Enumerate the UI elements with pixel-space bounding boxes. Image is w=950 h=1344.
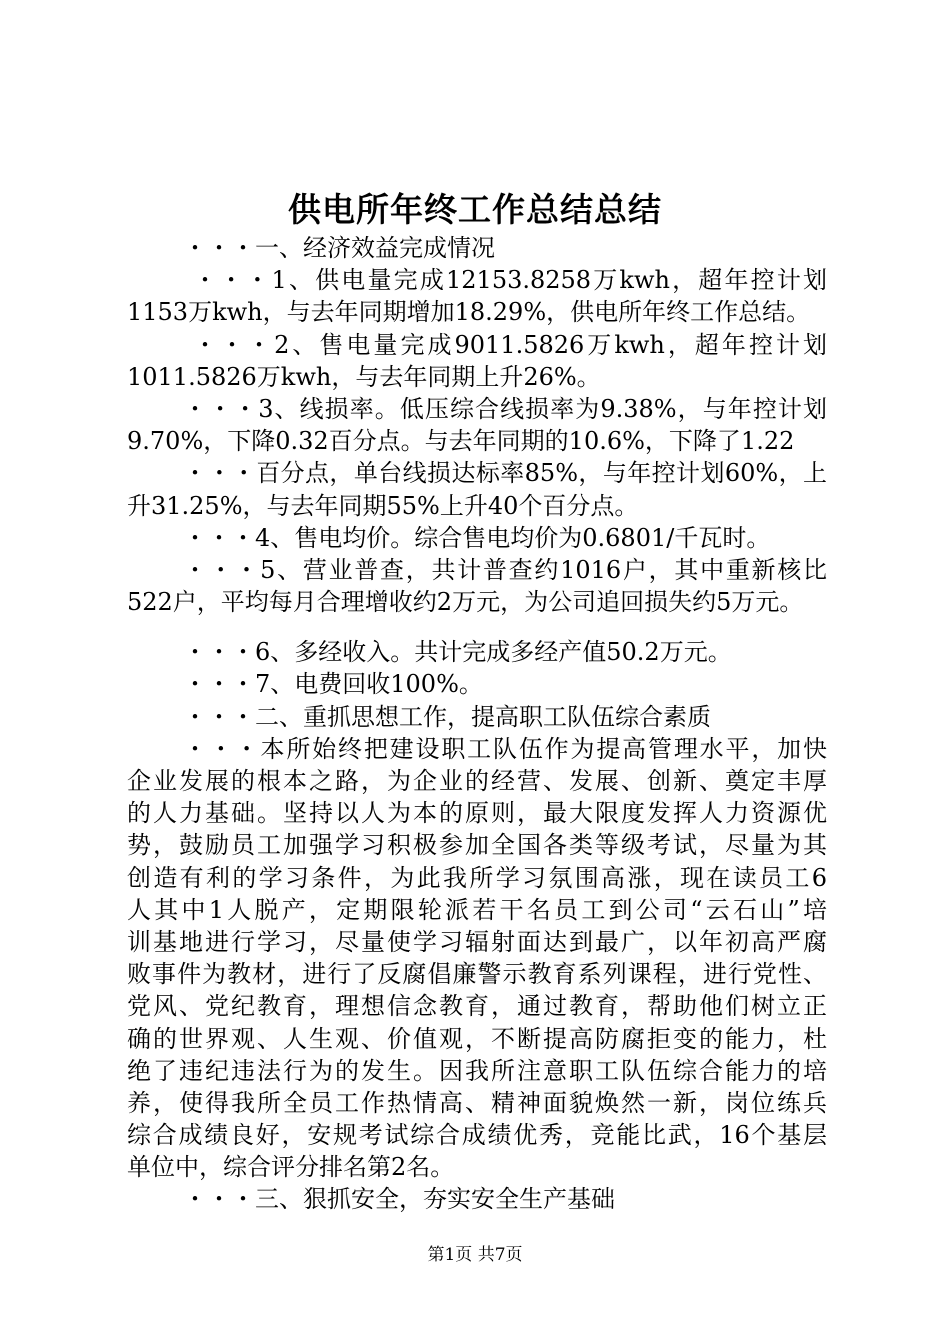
page-footer: 第1页 共7页 [427, 1245, 523, 1265]
paragraph-line: 训基地进行学习，尽量使学习辐射面达到最广，以年初高严腐 [127, 927, 827, 956]
paragraph-line: 党风、党纪教育，理想信念教育，通过教育，帮助他们树立正 [127, 992, 827, 1021]
document-body [127, 232, 827, 1216]
section-heading-2: ・・・二、重抓思想工作，提高职工队伍综合素质 [183, 702, 711, 731]
paragraph-line: 企业发展的根本之路，为企业的经营、发展、创新、奠定丰厚 [127, 767, 827, 795]
paragraph-line: 9.70%，下降0.32百分点。与去年同期的10.6%，下降了1.22 [127, 427, 795, 456]
paragraph-line: 综合成绩良好，安规考试综合成绩优秀，竞能比武，16个基层 [127, 1121, 827, 1150]
paragraph-line: 522户，平均每月合理增收约2万元，为公司追回损失约5万元。 [127, 588, 804, 617]
section-heading-3: ・・・三、狠抓安全，夯实安全生产基础 [183, 1185, 615, 1214]
paragraph-line: ・・・1、供电量完成12153.8258万kwh，超年控计划 [193, 266, 827, 295]
section-heading-1: ・・・一、经济效益完成情况 [183, 234, 495, 262]
paragraph-line: 养，使得我所全员工作热情高、精神面貌焕然一新，岗位练兵 [127, 1088, 827, 1117]
paragraph-line: ・・・5、营业普查，共计普查约1016户，其中重新核比 [183, 555, 827, 584]
paragraph-line: ・・・百分点，单台线损达标率85%，与年控计划60%，上 [183, 459, 827, 488]
paragraph-line: ・・・本所始终把建设职工队伍作为提高管理水平，加快 [183, 734, 827, 763]
paragraph-line: 绝了违纪违法行为的发生。因我所注意职工队伍综合能力的培 [127, 1056, 827, 1085]
paragraph-line: 败事件为教材，进行了反腐倡廉警示教育系列课程，进行党性、 [127, 960, 827, 989]
paragraph-line: 1011.5826万kwh，与去年同期上升26%。 [127, 362, 601, 391]
paragraph-line: 势，鼓励员工加强学习积极参加全国各类等级考试，尽量为其 [127, 831, 827, 860]
paragraph-line: 创造有利的学习条件，为此我所学习氛围高涨，现在读员工6 [127, 863, 827, 892]
paragraph-line: 1153万kwh，与去年同期增加18.29%，供电所年终工作总结。 [127, 298, 811, 327]
paragraph-line: ・・・3、线损率。低压综合线损率为9.38%，与年控计划 [183, 394, 827, 423]
paragraph-line: ・・・2、售电量完成9011.5826万kwh，超年控计划 [193, 330, 827, 359]
paragraph-line: ・・・4、售电均价。综合售电均价为0.6801/千瓦时。 [183, 523, 771, 552]
paragraph-line: 确的世界观、人生观、价值观，不断提高防腐拒变的能力，杜 [127, 1024, 827, 1053]
paragraph-line: ・・・6、多经收入。共计完成多经产值50.2万元。 [183, 638, 732, 667]
document-title: 供电所年终工作总结总结 [288, 190, 662, 229]
paragraph-line: 单位中，综合评分排名第2名。 [127, 1153, 455, 1182]
paragraph-line: 人其中1人脱产，定期限轮派若干名员工到公司“云石山”培 [127, 895, 827, 924]
paragraph-line: ・・・7、电费回收100%。 [183, 670, 483, 699]
paragraph-line: 升31.25%，与去年同期55%上升40个百分点。 [127, 491, 639, 520]
paragraph-line: 的人力基础。坚持以人为本的原则，最大限度发挥人力资源优 [127, 799, 827, 828]
